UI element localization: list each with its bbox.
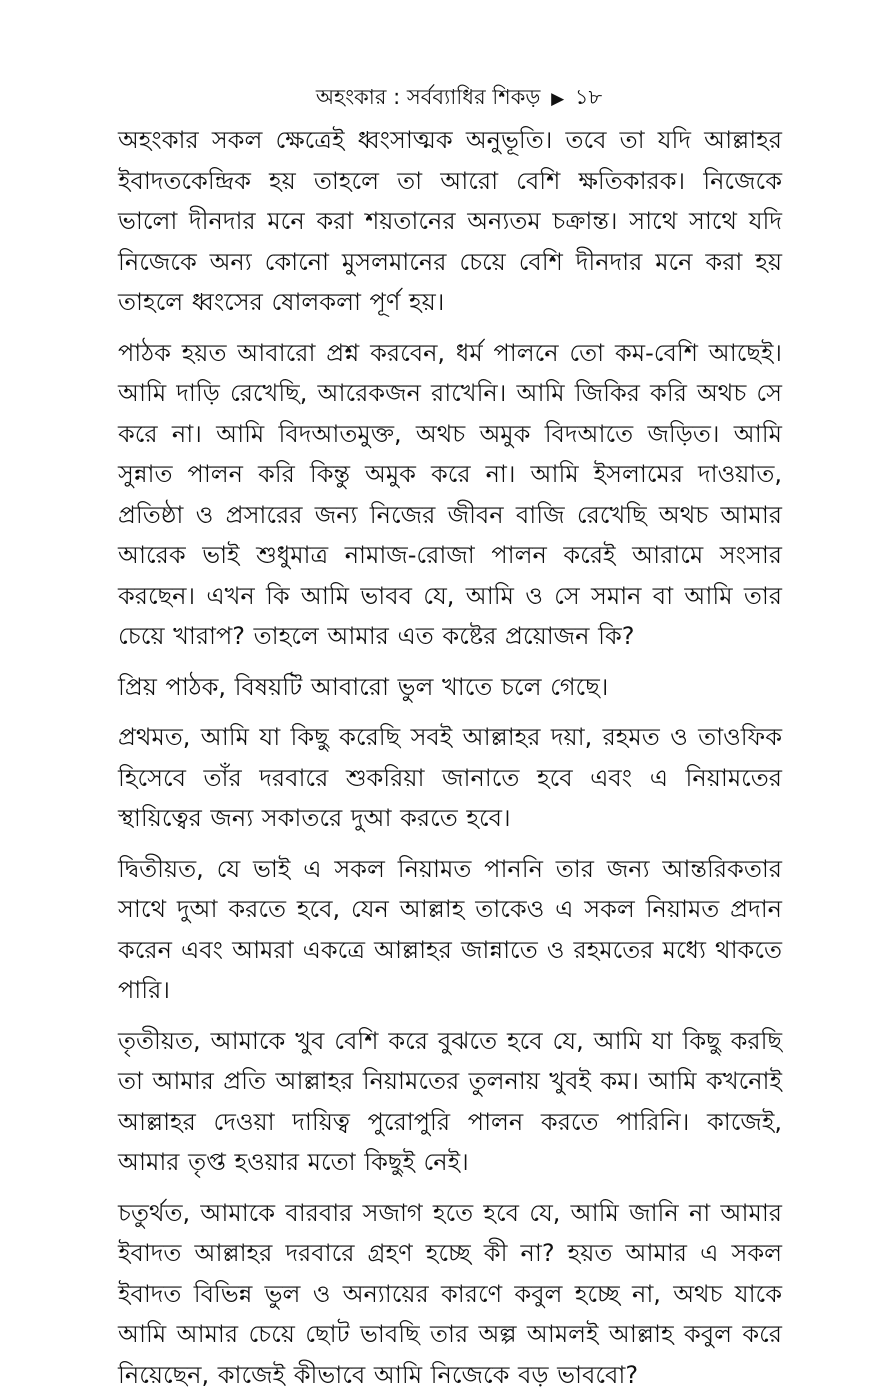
chapter-title: অহংকার : সর্বব্যাধির শিকড় [316,85,541,109]
paragraph-reader-question: পাঠক হয়ত আবারো প্রশ্ন করবেন, ধর্ম পালনে তো কম-বেশি আছেই। আমি দাড়ি রেখেছি, আরেকজন রাখেনি। আমি জিকির করি অথচ সে করে না। আমি বিদআতমুক্ত, অথচ অমুক বিদআতে জড়িত। আমি সুন্নাত পালন করি কিন্তু অমুক করে না। আমি ইসলামের দাওয়াত, প্রতিষ্ঠা ও প্রসারের জন্য নিজের জীবন বাজি রেখেছি অথচ আমার আরেক ভাই শুধুমাত্র নামাজ-রোজা পালন করেই আরামে সংসার করছেন। এখন কি আমি ভাবব যে, আমি ও সে সমান বা আমি তার চেয়ে খারাপ? তাহলে আমার এত কষ্টের প্রয়োজন কি? [118,333,782,657]
paragraph-intro: অহংকার সকল ক্ষেত্রেই ধ্বংসাত্মক অনুভূতি। তবে তা যদি আল্লাহর ইবাদতকেন্দ্রিক হয় তাহলে তা আরো বেশি ক্ষতিকারক। নিজেকে ভালো দীনদার মনে করা শয়তানের অন্যতম চক্রান্ত। সাথে সাথে যদি নিজেকে অন্য কোনো মুসলমানের চেয়ে বেশি দীনদার মনে করা হয় তাহলে ধ্বংসের ষোলকলা পূর্ণ হয়। [118,120,782,323]
running-header [118,82,782,114]
paragraph-first-point: প্রথমত, আমি যা কিছু করেছি সবই আল্লাহর দয়া, রহমত ও তাওফিক হিসেবে তাঁর দরবারে শুকরিয়া জানাতে হবে এবং এ নিয়ামতের স্থায়িত্বের জন্য সকাতরে দুআ করতে হবে। [118,717,782,839]
paragraph-second-point: দ্বিতীয়ত, যে ভাই এ সকল নিয়ামত পাননি তার জন্য আন্তরিকতার সাথে দুআ করতে হবে, যেন আল্লাহ তাকেও এ সকল নিয়ামত প্রদান করেন এবং আমরা একত্রে আল্লাহর জান্নাতে ও রহমতের মধ্যে থাকতে পারি। [118,849,782,1011]
paragraph-third-point: তৃতীয়ত, আমাকে খুব বেশি করে বুঝতে হবে যে, আমি যা কিছু করছি তা আমার প্রতি আল্লাহর নিয়ামতের তুলনায় খুবই কম। আমি কখনোই আল্লাহর দেওয়া দায়িত্ব পুরোপুরি পালন করতে পারিনি। কাজেই, আমার তৃপ্ত হওয়ার মতো কিছুই নেই। [118,1021,782,1183]
paragraph-dear-reader: প্রিয় পাঠক, বিষয়টি আবারো ভুল খাতে চলে গেছে। [118,667,782,708]
page-number: ১৮ [575,85,602,109]
body-text [118,120,782,1395]
play-triangle-icon: ▶ [551,84,564,114]
paragraph-fourth-point: চতুর্থত, আমাকে বারবার সজাগ হতে হবে যে, আমি জানি না আমার ইবাদত আল্লাহর দরবারে গ্রহণ হচ্ছে কী না? হয়ত আমার এ সকল ইবাদত বিভিন্ন ভুল ও অন্যায়ের কারণে কবুল হচ্ছে না, অথচ যাকে আমি আমার চেয়ে ছোট ভাবছি তার অল্প আমলই আল্লাহ কবুল করে নিয়েছেন, কাজেই কীভাবে আমি নিজেকে বড় ভাববো? [118,1193,782,1395]
